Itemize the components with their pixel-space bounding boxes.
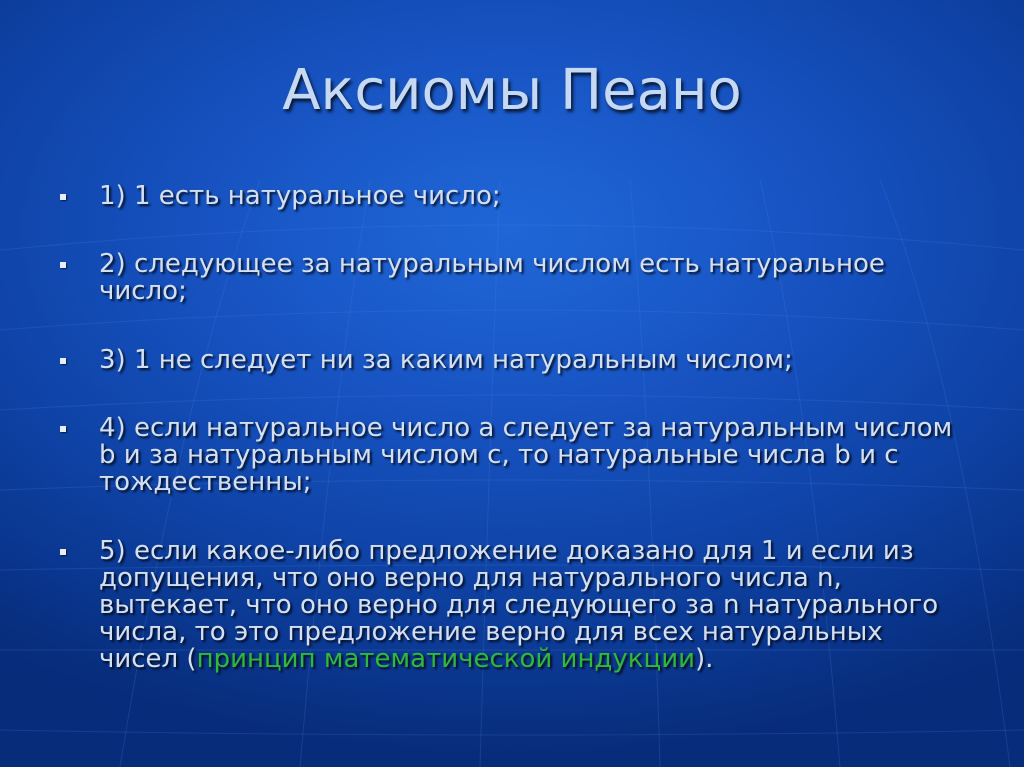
bullet-icon bbox=[60, 262, 66, 268]
bullet-icon bbox=[60, 194, 66, 200]
axiom-text: 2) следующее за натуральным числом есть натуральное число; bbox=[99, 249, 885, 306]
axiom-text: 4) если натуральное число а следует за натуральным числом b и за натуральным числом c, то натуральные числа b и c тождественны; bbox=[99, 413, 953, 497]
axiom-text-before: 5) если какое-либо предложение доказано для 1 и если из допущения, что оно верно для натурального числа n, вытекает, что оно верно для следующего за n натурального числа, то это предложение верно для всех натуральных чисел ( bbox=[99, 536, 939, 674]
bullet-icon bbox=[60, 426, 66, 432]
slide-title: Аксиомы Пеано bbox=[282, 58, 742, 123]
axiom-text-after: ). bbox=[695, 644, 714, 674]
bullet-icon bbox=[60, 549, 66, 555]
bullet-icon bbox=[60, 358, 66, 364]
induction-principle-highlight: принцип математической индукции bbox=[196, 644, 695, 674]
axiom-text: 1) 1 есть натуральное число; bbox=[99, 181, 501, 211]
axiom-text: 3) 1 не следует ни за каким натуральным числом; bbox=[99, 345, 793, 375]
axiom-text bbox=[99, 538, 959, 673]
